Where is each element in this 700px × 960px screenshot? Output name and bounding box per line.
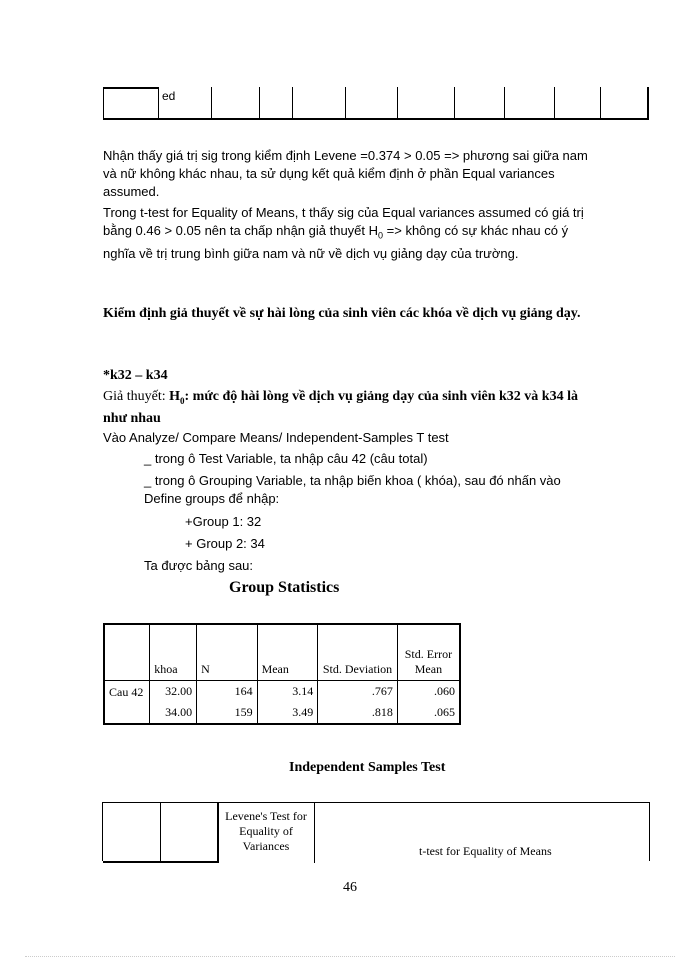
- header-khoa: khoa: [150, 624, 197, 680]
- hypothesis-text: : mức độ hài lòng về dịch vụ giảng dạy của sinh viên k32 và k34 là như nhau: [103, 389, 578, 426]
- result-intro: Ta được bảng sau:: [144, 558, 254, 573]
- levene-header: Levene's Test for Equality of Variances: [225, 809, 307, 853]
- header-se: Std. Error Mean: [397, 624, 460, 680]
- sub-heading: *k32 – k34: [103, 368, 168, 383]
- hypothesis-sub: 0: [180, 395, 185, 406]
- header-n: N: [197, 624, 258, 680]
- cell-n-1: 164: [197, 680, 258, 702]
- step-1: _ trong ô Test Variable, ta nhập câu 42 (câu total): [144, 451, 428, 466]
- indep-test-table: [102, 802, 650, 861]
- cell-sd-2: .818: [318, 702, 398, 724]
- cell-khoa-1: 32.00: [150, 680, 197, 702]
- indep-test-title: Independent Samples Test: [289, 760, 446, 775]
- paragraph-ttest-sub: 0: [378, 230, 384, 241]
- header-sd: Std. Deviation: [318, 624, 398, 680]
- group-stats-table: [103, 623, 461, 725]
- cell-mean-2: 3.49: [257, 702, 318, 724]
- group-2: + Group 2: 34: [185, 536, 265, 551]
- top-table: [103, 87, 649, 120]
- cell-mean-1: 3.14: [257, 680, 318, 702]
- group-stats-title: Group Statistics: [229, 579, 340, 596]
- group-1: +Group 1: 32: [185, 514, 262, 529]
- cell-khoa-2: 34.00: [150, 702, 197, 724]
- cell-sd-1: .767: [318, 680, 398, 702]
- paragraph-ttest: [103, 204, 603, 263]
- ttest-header: t-test for Equality of Means: [419, 844, 552, 858]
- cell-se-2: .065: [397, 702, 460, 724]
- paragraph-levene: Nhận thấy giá trị sig trong kiểm định Levene =0.374 > 0.05 => phương sai giữa nam và nữ không khác nhau, ta sử dụng kết quả kiểm định ở phần Equal variances assumed.: [103, 148, 588, 199]
- page-number: 46: [343, 880, 357, 895]
- header-mean: Mean: [257, 624, 318, 680]
- top-table-cell: ed: [162, 89, 176, 103]
- cell-n-2: 159: [197, 702, 258, 724]
- section-heading: Kiểm định giả thuyết về sự hài lòng của sinh viên các khóa về dịch vụ giảng dạy.: [103, 306, 581, 321]
- paragraph-ttest-a: Trong t-test for Equality of Means, t thấy sig của Equal variances assumed có giá trị bằng 0.46 > 0.05 nên ta chấp nhận giả thuyết H: [103, 205, 584, 238]
- hypothesis-label: Giả thuyết:: [103, 389, 170, 404]
- hypothesis-h: H: [169, 389, 180, 404]
- cell-se-1: .060: [397, 680, 460, 702]
- page-divider: [25, 956, 675, 957]
- step-intro: Vào Analyze/ Compare Means/ Independent-Samples T test: [103, 430, 449, 445]
- paragraph-ttest-b: => không có sự khác nhau có ý nghĩa về trị trung bình giữa nam và nữ về dịch vụ giảng dạy của trường.: [103, 223, 569, 261]
- step-2: _ trong ô Grouping Variable, ta nhập biến khoa ( khóa), sau đó nhấn vào Define groups để nhập:: [144, 473, 561, 506]
- hypothesis: [103, 388, 603, 428]
- row-label-cau42: Cau 42: [104, 680, 150, 724]
